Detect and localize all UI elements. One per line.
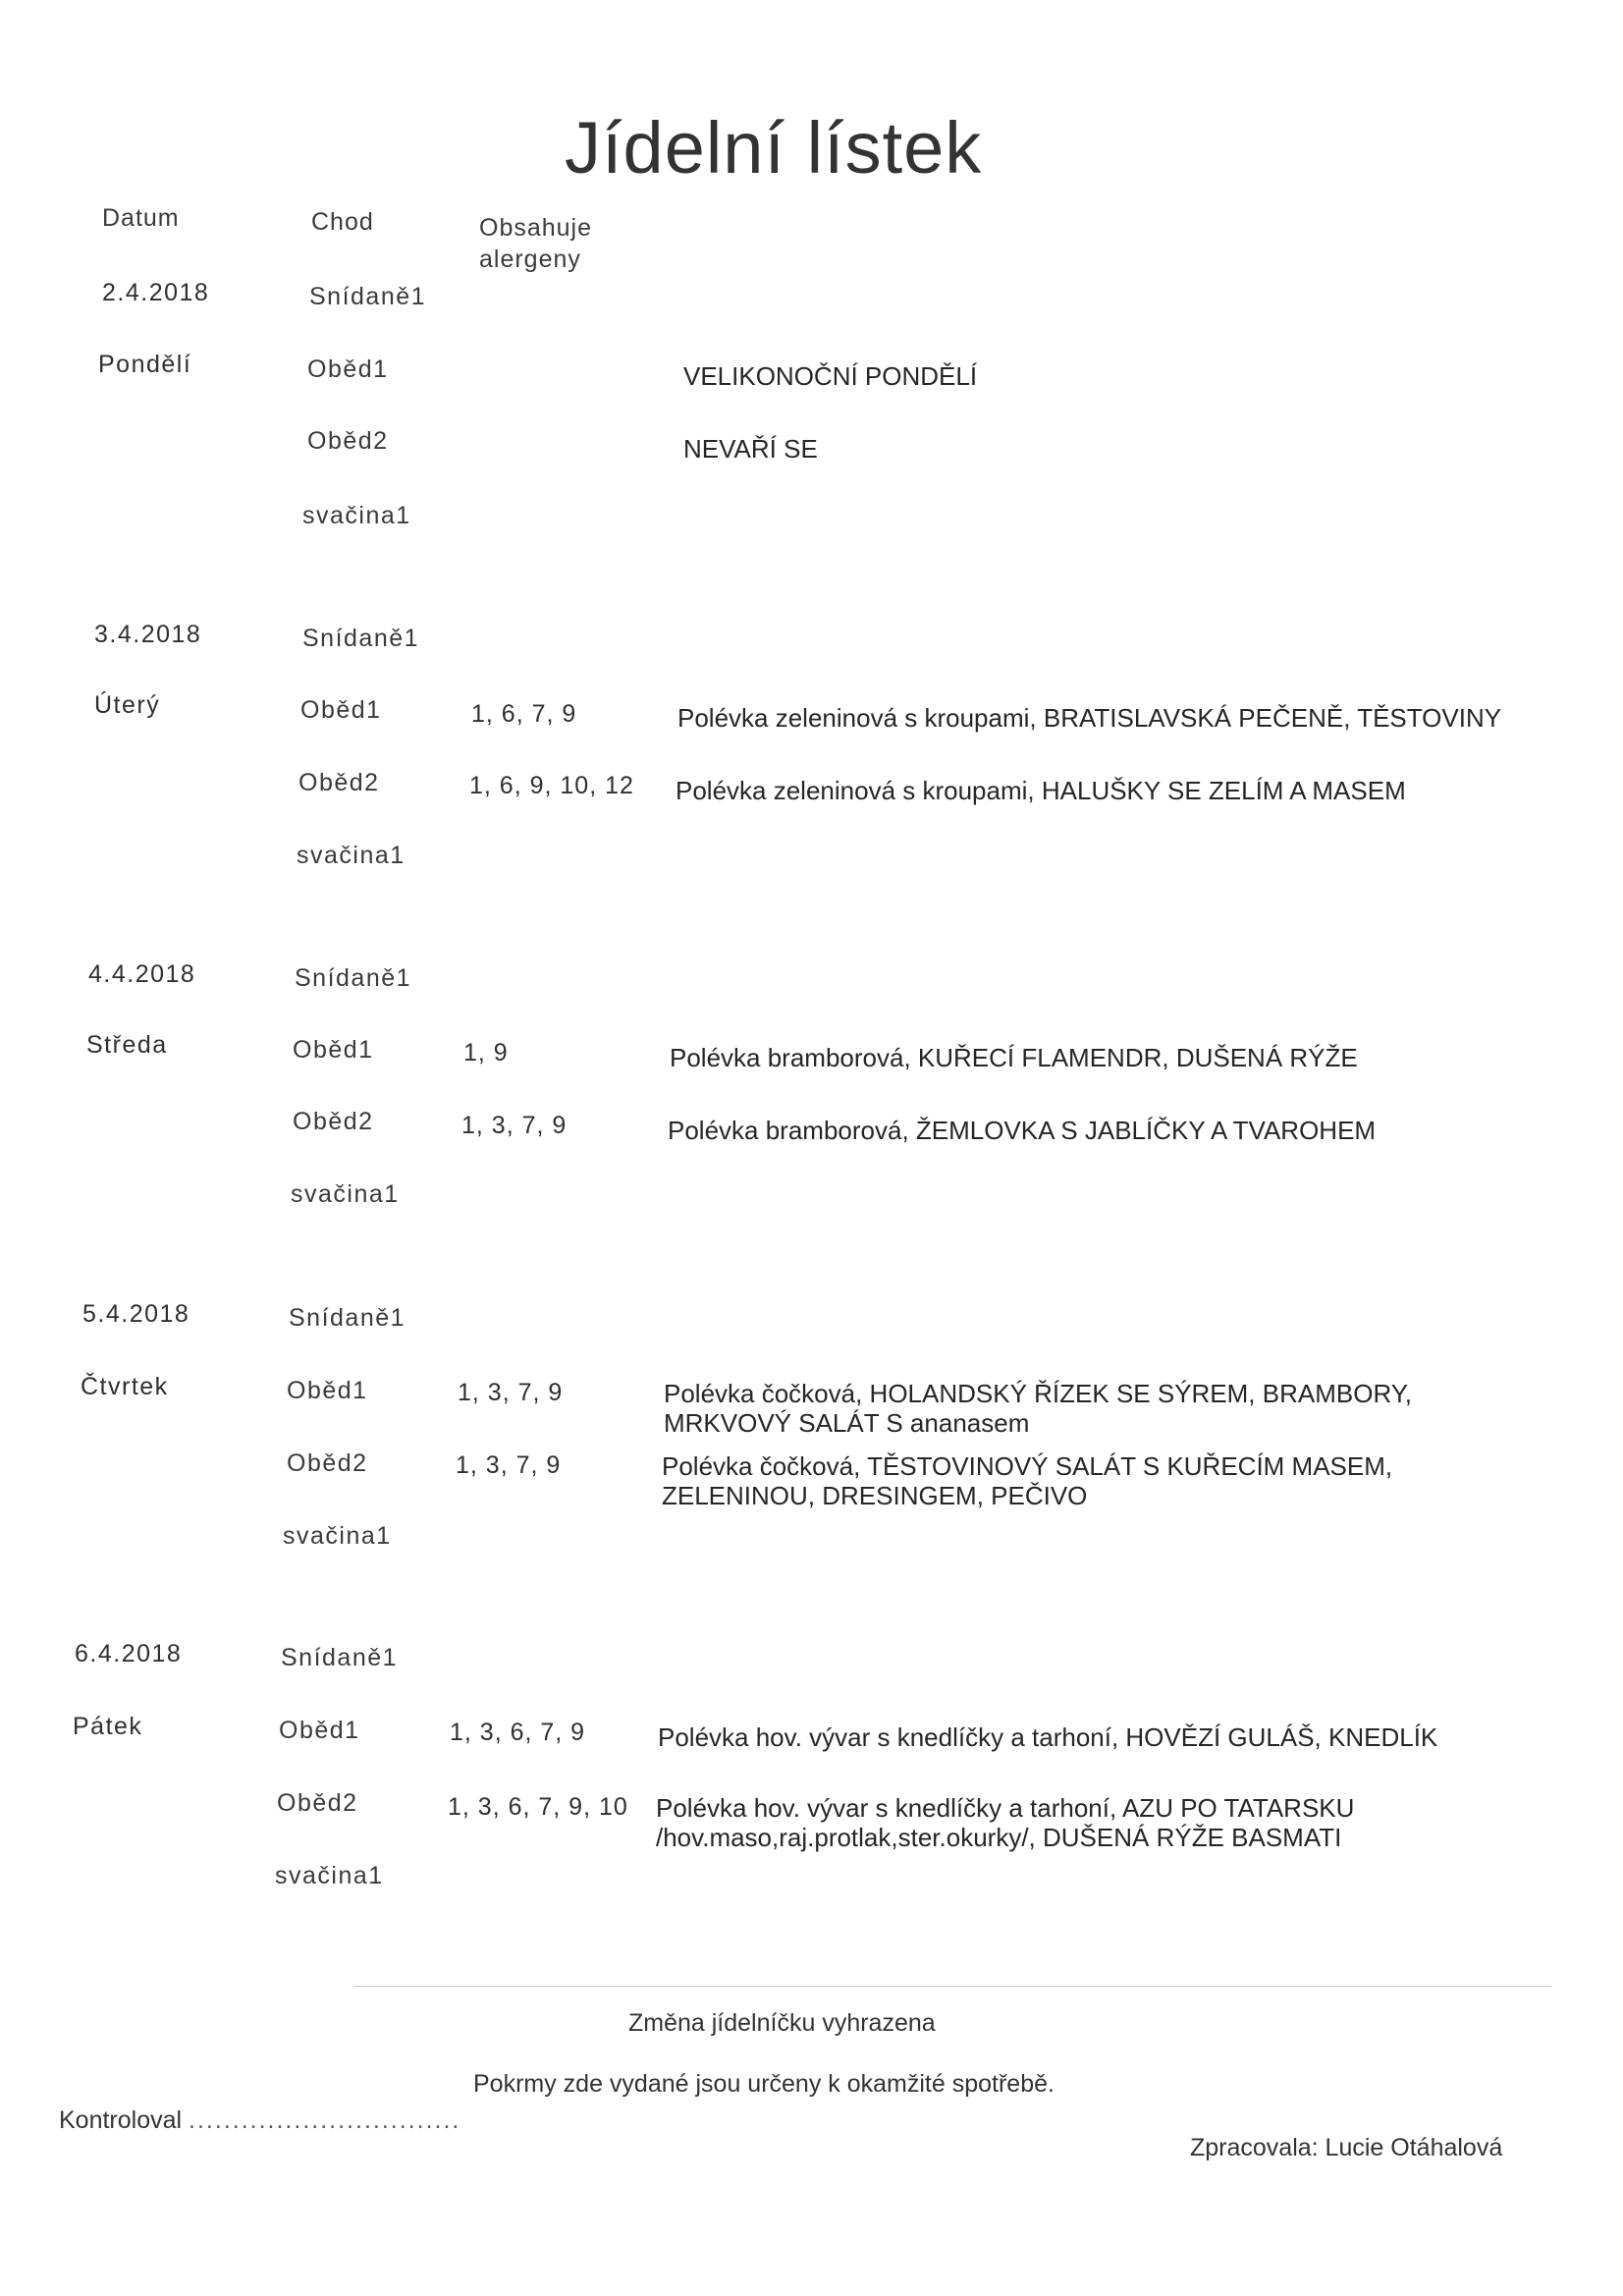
course-lunch2: Oběd2 (307, 427, 389, 455)
meal-lunch2-line1: Polévka hov. vývar s knedlíčky a tarhoní, AZU PO TATARSKU (656, 1793, 1355, 1823)
meal-lunch2 (656, 1793, 1354, 1852)
meal-lunch2-line1: Polévka čočková, TĚSTOVINOVÝ SALÁT S KUŘECÍM MASEM, (662, 1451, 1393, 1481)
meal-lunch2-line2: /hov.maso,raj.protlak,ster.okurky/, DUŠENÁ RÝŽE BASMATI (656, 1823, 1342, 1852)
change-notice: Změna jídelníčku vyhrazena (628, 2009, 936, 2037)
footer-divider (353, 1986, 1551, 1987)
course-snack: svačina1 (275, 1862, 384, 1889)
course-lunch2: Oběd2 (293, 1108, 374, 1135)
meal-lunch1-line2: MRKVOVÝ SALÁT S ananasem (664, 1408, 1030, 1438)
meal-lunch1: VELIKONOČNÍ PONDĚLÍ (683, 361, 978, 391)
day-date: 2.4.2018 (102, 279, 210, 306)
meal-lunch1 (664, 1379, 1412, 1438)
checked-by-dots: ............................... (189, 2106, 461, 2134)
allergens-lunch2: 1, 3, 7, 9 (461, 1112, 568, 1139)
course-breakfast: Snídaně1 (309, 283, 427, 310)
course-lunch2: Oběd2 (298, 769, 380, 796)
allergens-lunch2: 1, 6, 9, 10, 12 (469, 772, 634, 799)
allergens-lunch1: 1, 3, 6, 7, 9 (450, 1719, 586, 1746)
allergens-lunch2: 1, 3, 6, 7, 9, 10 (448, 1793, 628, 1821)
day-date: 3.4.2018 (94, 621, 202, 648)
consumption-notice: Pokrmy zde vydané jsou určeny k okamžité spotřebě. (473, 2070, 1055, 2098)
course-snack: svačina1 (302, 502, 411, 529)
day-date: 6.4.2018 (75, 1640, 183, 1667)
course-lunch1: Oběd1 (279, 1717, 360, 1744)
header-allergens-line1: Obsahuje (479, 214, 593, 242)
day-name: Pondělí (98, 351, 192, 378)
day-name: Středa (86, 1031, 168, 1059)
course-snack: svačina1 (283, 1522, 392, 1550)
course-breakfast: Snídaně1 (281, 1644, 399, 1671)
meal-lunch2 (662, 1451, 1392, 1510)
course-breakfast: Snídaně1 (289, 1304, 406, 1332)
allergens-lunch1: 1, 6, 7, 9 (471, 700, 577, 728)
allergens-lunch1: 1, 9 (463, 1039, 509, 1066)
allergens-lunch2: 1, 3, 7, 9 (456, 1451, 562, 1479)
meal-lunch1: Polévka hov. vývar s knedlíčky a tarhoní, HOVĚZÍ GULÁŠ, KNEDLÍK (658, 1722, 1438, 1752)
header-allergens (479, 212, 592, 275)
course-lunch1: Oběd1 (293, 1036, 374, 1064)
checked-by-label: Kontroloval (59, 2106, 183, 2134)
meal-lunch2: Polévka zeleninová s kroupami, HALUŠKY SE ZELÍM A MASEM (676, 776, 1406, 805)
course-lunch2: Oběd2 (277, 1789, 358, 1817)
meal-lunch1: Polévka bramborová, KUŘECÍ FLAMENDR, DUŠENÁ RÝŽE (670, 1043, 1358, 1072)
day-name: Úterý (94, 691, 161, 719)
allergens-lunch1: 1, 3, 7, 9 (458, 1379, 564, 1406)
course-lunch2: Oběd2 (287, 1449, 368, 1477)
course-snack: svačina1 (297, 842, 406, 869)
header-date: Datum (102, 204, 180, 232)
header-allergens-line2: alergeny (479, 246, 581, 273)
meal-lunch2: Polévka bramborová, ŽEMLOVKA S JABLÍČKY A TVAROHEM (668, 1116, 1377, 1145)
course-breakfast: Snídaně1 (295, 964, 412, 992)
meal-lunch1: Polévka zeleninová s kroupami, BRATISLAVSKÁ PEČENĚ, TĚSTOVINY (677, 703, 1502, 733)
day-date: 5.4.2018 (82, 1300, 190, 1328)
day-date: 4.4.2018 (88, 960, 196, 988)
meal-lunch1-line1: Polévka čočková, HOLANDSKÝ ŘÍZEK SE SÝREM, BRAMBORY, (664, 1379, 1412, 1408)
course-lunch1: Oběd1 (307, 355, 389, 383)
course-lunch1: Oběd1 (287, 1377, 368, 1404)
checked-by (59, 2106, 460, 2135)
prepared-by: Zpracovala: Lucie Otáhalová (1190, 2134, 1503, 2161)
course-lunch1: Oběd1 (300, 696, 382, 724)
day-name: Pátek (73, 1713, 143, 1740)
meal-lunch2: NEVAŘÍ SE (683, 434, 818, 464)
course-breakfast: Snídaně1 (302, 625, 420, 652)
header-course: Chod (311, 208, 374, 236)
meal-lunch2-line2: ZELENINOU, DRESINGEM, PEČIVO (662, 1481, 1088, 1510)
day-name: Čtvrtek (81, 1373, 169, 1400)
page-title: Jídelní lístek (565, 107, 983, 189)
course-snack: svačina1 (291, 1180, 400, 1208)
